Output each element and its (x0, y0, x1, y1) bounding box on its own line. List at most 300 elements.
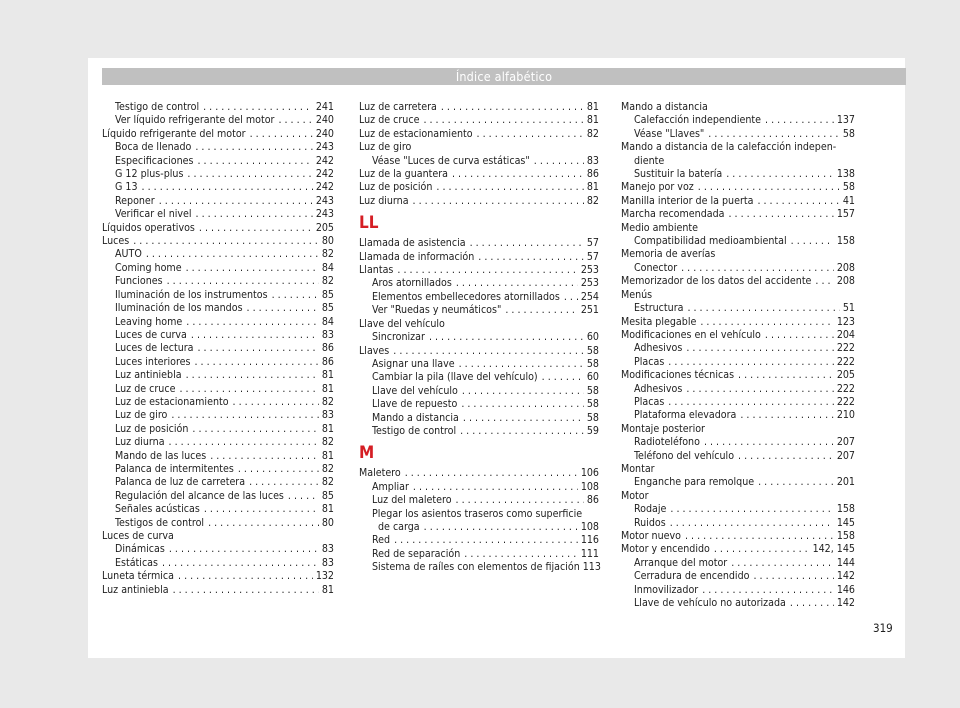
index-entry (102, 181, 334, 194)
entry-page: 242 (315, 168, 334, 181)
entry-page: 204 (836, 328, 855, 341)
entry-term: Modificaciones en el vehículo (621, 328, 761, 341)
index-entry (359, 195, 599, 208)
entry-page: 85 (321, 288, 334, 301)
index-entry (359, 264, 599, 277)
entry-page: 80 (321, 235, 334, 248)
dot-leader (456, 425, 584, 438)
index-heading: Memoria de averías (621, 248, 716, 261)
dot-leader (501, 304, 577, 317)
index-entry (359, 114, 599, 127)
entry-page: 222 (836, 395, 855, 408)
entry-term: Llave de vehículo no autorizada (634, 597, 786, 610)
entry-term: Motor y encendido (621, 543, 710, 556)
index-entry (621, 114, 855, 127)
index-heading: Mando a distancia de la calefacción indepen- (621, 141, 837, 154)
entry-page: 158 (836, 503, 855, 516)
entry-term: Placas (634, 355, 665, 368)
section-letter: M (359, 443, 375, 464)
entry-term: Llantas (359, 264, 394, 277)
index-entry (359, 291, 599, 304)
entry-page: 41 (842, 194, 855, 207)
dot-leader (710, 543, 810, 556)
entry-term: Luz antiniebla (115, 369, 182, 382)
entry-page: 137 (836, 114, 855, 127)
dot-leader (268, 289, 319, 302)
index-entry (359, 467, 599, 480)
index-entry (621, 356, 855, 369)
entry-page: 243 (315, 141, 334, 154)
dot-leader (683, 302, 839, 315)
entry-page: 84 (321, 315, 334, 328)
entry-term: Palanca de luz de carretera (115, 476, 246, 489)
entry-page: 205 (836, 369, 855, 382)
dot-leader (409, 481, 578, 494)
entry-term: Funciones (115, 275, 163, 288)
entry-page: 242 (315, 181, 334, 194)
index-entry (621, 383, 855, 396)
dot-leader (698, 584, 834, 597)
index-entry (102, 289, 334, 302)
entry-page: 51 (842, 302, 855, 315)
entry-page: 81 (321, 369, 334, 382)
entry-term: Luz de estacionamiento (359, 127, 473, 140)
entry-term: Sincronizar (372, 331, 425, 344)
index-entry (102, 356, 334, 369)
index-entry (359, 345, 599, 358)
entry-page: 82 (586, 127, 599, 140)
dot-leader (158, 557, 319, 570)
dot-leader (199, 101, 313, 114)
entry-term: Especificaciones (115, 154, 194, 167)
entry-term: Estáticas (115, 556, 158, 569)
dot-leader (786, 597, 834, 610)
index-entry (359, 237, 599, 250)
index-entry (102, 114, 334, 127)
dot-leader (390, 534, 578, 547)
entry-term: Leaving home (115, 315, 183, 328)
index-entry (359, 181, 599, 194)
index-entry (359, 521, 599, 534)
entry-page: 205 (315, 221, 334, 234)
dot-leader (677, 262, 834, 275)
entry-page: 210 (836, 409, 855, 422)
entry-term: Líquidos operativos (102, 221, 195, 234)
dot-leader (474, 251, 584, 264)
index-entry (359, 412, 599, 425)
index-heading: Llave del vehículo (359, 317, 445, 330)
entry-term: Cerradura de encendido (634, 570, 750, 583)
index-column-2 (359, 101, 599, 575)
entry-page: 144 (836, 556, 855, 569)
entry-term: Marcha recomendada (621, 208, 725, 221)
entry-term: Testigo de control (115, 101, 200, 113)
index-entry (102, 168, 334, 181)
index-entry (621, 476, 855, 489)
index-entry (621, 342, 855, 355)
entry-page: 207 (836, 449, 855, 462)
index-entry (102, 128, 334, 141)
entry-page: 108 (580, 480, 599, 493)
dot-leader (682, 383, 833, 396)
dot-leader (754, 476, 834, 489)
index-entry (102, 302, 334, 315)
entry-page: 222 (836, 355, 855, 368)
entry-page: 251 (580, 304, 599, 317)
entry-term: Cambiar la pila (llave del vehículo) (372, 371, 538, 384)
entry-term: Luces interiores (115, 355, 191, 368)
entry-page: 58 (586, 344, 599, 357)
index-entry (102, 195, 334, 208)
dot-leader (174, 570, 313, 583)
entry-term: Luz de cruce (359, 114, 420, 127)
dot-leader (182, 369, 319, 382)
dot-leader (727, 557, 834, 570)
index-entry (621, 436, 855, 449)
entry-term: Rodaje (634, 503, 667, 516)
dot-leader (169, 584, 319, 597)
entry-page: 240 (315, 114, 334, 127)
index-entry (359, 385, 599, 398)
entry-page: 157 (836, 208, 855, 221)
section-letter: LL (359, 213, 379, 234)
entry-page: 81 (321, 503, 334, 516)
dot-leader (458, 385, 584, 398)
entry-term: Luz de cruce (115, 382, 176, 395)
dot-leader (175, 383, 318, 396)
entry-page: 207 (836, 436, 855, 449)
entry-page: 86 (321, 355, 334, 368)
entry-page: 108 (580, 520, 599, 533)
entry-term: Mando a distancia (372, 411, 459, 424)
index-entry (621, 329, 855, 342)
index-entry (621, 530, 855, 543)
entry-page: 241 (315, 101, 334, 113)
index-entry (359, 168, 599, 181)
dot-leader (142, 248, 319, 261)
dot-leader (666, 503, 833, 516)
entry-page: 58 (586, 357, 599, 370)
index-entry (102, 275, 334, 288)
dot-leader (448, 168, 584, 181)
index-heading: Montaje posterior (621, 422, 705, 435)
index-entry (102, 450, 334, 463)
entry-term: Iluminación de los mandos (115, 302, 243, 315)
entry-term: Memorizador de los datos del accidente (621, 275, 812, 288)
index-entry (102, 208, 334, 221)
entry-page: 132 (315, 570, 334, 583)
index-heading: Medio ambiente (621, 221, 698, 234)
dot-leader (182, 316, 319, 329)
entry-term: Elementos embellecedores atornillados (372, 290, 560, 303)
index-entry (359, 425, 599, 438)
index-entry (621, 275, 855, 288)
entry-page: 58 (842, 127, 855, 140)
index-entry (621, 302, 855, 315)
dot-leader (165, 436, 319, 449)
entry-page: 81 (321, 382, 334, 395)
entry-page: 57 (586, 250, 599, 263)
dot-leader (664, 396, 834, 409)
dot-leader (200, 503, 319, 516)
entry-page: 83 (586, 154, 599, 167)
index-entry (359, 251, 599, 264)
dot-leader (704, 128, 840, 141)
dot-leader (694, 181, 840, 194)
entry-page: 86 (586, 494, 599, 507)
dot-leader (538, 371, 584, 384)
page-title: Índice alfabético (102, 68, 906, 85)
entry-page: 86 (321, 342, 334, 355)
entry-page: 123 (836, 315, 855, 328)
dot-leader (734, 369, 834, 382)
index-entry (102, 101, 334, 114)
entry-page: 113 (582, 561, 601, 574)
entry-page: 201 (836, 476, 855, 489)
index-entry (621, 517, 855, 530)
dot-leader (722, 168, 834, 181)
entry-term: Manejo por voz (621, 181, 694, 194)
entry-page: 254 (580, 290, 599, 303)
index-entry (102, 316, 334, 329)
entry-page: 58 (586, 411, 599, 424)
dot-leader (666, 517, 834, 530)
entry-page: 81 (321, 583, 334, 596)
entry-page: 83 (321, 543, 334, 556)
entry-term: Adhesivos (634, 382, 683, 395)
entry-term: Conector (634, 261, 678, 274)
entry-term: Maletero (359, 467, 401, 480)
dot-leader (437, 101, 584, 114)
entry-term: Mando de las luces (115, 449, 207, 462)
index-entry (621, 195, 855, 208)
entry-page: 142 (836, 597, 855, 610)
entry-page: 142 (836, 570, 855, 583)
entry-page: 116 (580, 534, 599, 547)
entry-term: Compatibilidad medioambiental (634, 235, 787, 248)
entry-page: 82 (321, 395, 334, 408)
dot-leader (129, 235, 319, 248)
entry-term: Plataforma elevadora (634, 409, 737, 422)
dot-leader (761, 329, 834, 342)
entry-term: Motor nuevo (621, 530, 681, 542)
entry-term: Luz de estacionamiento (115, 395, 229, 408)
dot-leader (393, 264, 577, 277)
entry-term: Mesita plegable (621, 315, 697, 328)
entry-term: Luz diurna (115, 436, 165, 449)
dot-leader (274, 114, 312, 127)
index-entry (102, 570, 334, 583)
entry-page: 60 (586, 371, 599, 384)
index-entry (621, 262, 855, 275)
index-entry (359, 561, 599, 574)
entry-page: 85 (321, 302, 334, 315)
entry-page: 83 (321, 409, 334, 422)
entry-term: Luz del maletero (372, 494, 452, 507)
entry-term: Testigos de control (115, 516, 205, 529)
index-entry (102, 436, 334, 449)
dot-leader (234, 463, 319, 476)
entry-term: Palanca de intermitentes (115, 462, 234, 475)
entry-term: Radioteléfono (634, 436, 700, 449)
dot-leader (409, 195, 584, 208)
index-entry (359, 128, 599, 141)
entry-term: Adhesivos (634, 342, 683, 355)
index-entry (359, 534, 599, 547)
dot-leader (165, 543, 319, 556)
index-heading: Menús (621, 288, 653, 301)
entry-page: 57 (586, 237, 599, 250)
index-entry (102, 222, 334, 235)
index-heading: Montar (621, 462, 655, 475)
index-entry (102, 262, 334, 275)
index-entry (621, 570, 855, 583)
dot-leader (787, 235, 834, 248)
index-column-3 (621, 101, 855, 610)
index-heading: diente (634, 154, 665, 167)
dot-leader (167, 409, 319, 422)
dot-leader (466, 237, 584, 250)
entry-page: 59 (586, 424, 599, 437)
dot-leader (193, 155, 312, 168)
entry-page: 60 (586, 331, 599, 344)
dot-leader (530, 155, 584, 168)
index-entry (359, 398, 599, 411)
index-entry (359, 548, 599, 561)
dot-leader (696, 316, 833, 329)
index-entry (359, 331, 599, 344)
entry-page: 253 (580, 277, 599, 290)
entry-term: Red de separación (372, 547, 461, 560)
dot-leader (155, 195, 313, 208)
dot-leader (432, 181, 583, 194)
entry-term: Llaves (359, 344, 390, 357)
dot-leader (419, 114, 583, 127)
index-entry (621, 369, 855, 382)
dot-leader (187, 329, 319, 342)
entry-term: Llave de repuesto (372, 398, 458, 411)
index-entry (621, 128, 855, 141)
entry-page: 243 (315, 208, 334, 221)
index-entry (621, 168, 855, 181)
index-entry (102, 235, 334, 248)
dot-leader (749, 570, 833, 583)
entry-term: Ver "Ruedas y neumáticos" (372, 304, 502, 317)
entry-page: 208 (836, 261, 855, 274)
entry-term: Luz de giro (115, 409, 168, 422)
entry-page: 81 (321, 422, 334, 435)
dot-leader (425, 331, 584, 344)
dot-leader (243, 302, 319, 315)
dot-leader (401, 467, 578, 480)
entry-page: 158 (836, 235, 855, 248)
entry-term: Ver líquido refrigerante del motor (115, 114, 275, 127)
entry-term: Estructura (634, 302, 684, 315)
index-entry (621, 543, 855, 556)
index-entry (102, 490, 334, 503)
entry-term: Teléfono del vehículo (634, 449, 735, 462)
entry-term: G 12 plus-plus (115, 168, 184, 181)
index-entry (359, 358, 599, 371)
entry-page: 146 (836, 583, 855, 596)
entry-term: Reponer (115, 194, 155, 207)
entry-page: 158 (836, 530, 855, 542)
dot-leader (736, 409, 833, 422)
dot-leader (206, 450, 319, 463)
entry-term: Red (372, 534, 391, 547)
entry-term: Manilla interior de la puerta (621, 194, 754, 207)
dot-leader (192, 208, 313, 221)
dot-leader (284, 490, 319, 503)
entry-term: Arranque del motor (634, 556, 728, 569)
entry-term: Boca de llenado (115, 141, 192, 154)
index-entry (102, 584, 334, 597)
dot-leader (389, 345, 584, 358)
entry-term: Placas (634, 395, 665, 408)
index-entry (359, 481, 599, 494)
index-entry (621, 208, 855, 221)
entry-page: 82 (586, 194, 599, 207)
entry-page: 84 (321, 261, 334, 274)
dot-leader (459, 412, 584, 425)
index-entry (102, 369, 334, 382)
entry-term: Señales acústicas (115, 503, 200, 516)
dot-leader (457, 398, 584, 411)
entry-page: 58 (586, 384, 599, 397)
index-entry (621, 557, 855, 570)
entry-page: 242 (315, 154, 334, 167)
index-entry (102, 463, 334, 476)
entry-term: Ruidos (634, 516, 666, 529)
entry-page: 82 (321, 436, 334, 449)
entry-page: 240 (315, 127, 334, 140)
entry-page: 82 (321, 462, 334, 475)
entry-page: 85 (321, 489, 334, 502)
dot-leader (191, 141, 312, 154)
entry-term: Inmovilizador (634, 583, 699, 596)
entry-term: de carga (378, 520, 420, 533)
dot-leader (560, 291, 578, 304)
dot-leader (682, 342, 833, 355)
dot-leader (452, 494, 584, 507)
entry-page: 83 (321, 556, 334, 569)
entry-term: Verificar el nivel (115, 208, 192, 221)
index-entry (102, 476, 334, 489)
entry-page: 145 (836, 516, 855, 529)
dot-leader (183, 168, 312, 181)
dot-leader (420, 521, 578, 534)
dot-leader (734, 450, 834, 463)
dot-leader (455, 358, 584, 371)
dot-leader (460, 548, 578, 561)
entry-page: 82 (321, 275, 334, 288)
dot-leader (190, 356, 318, 369)
entry-page: 222 (836, 342, 855, 355)
entry-term: Modificaciones técnicas (621, 369, 735, 382)
entry-term: Coming home (115, 261, 182, 274)
dot-leader (229, 396, 319, 409)
index-entry (359, 494, 599, 507)
entry-term: Luz de posición (115, 422, 189, 435)
index-entry (102, 155, 334, 168)
dot-leader (194, 342, 319, 355)
dot-leader (473, 128, 584, 141)
index-entry (621, 450, 855, 463)
entry-term: AUTO (115, 248, 142, 261)
entry-page: 81 (321, 449, 334, 462)
index-entry (359, 371, 599, 384)
dot-leader (188, 423, 318, 436)
